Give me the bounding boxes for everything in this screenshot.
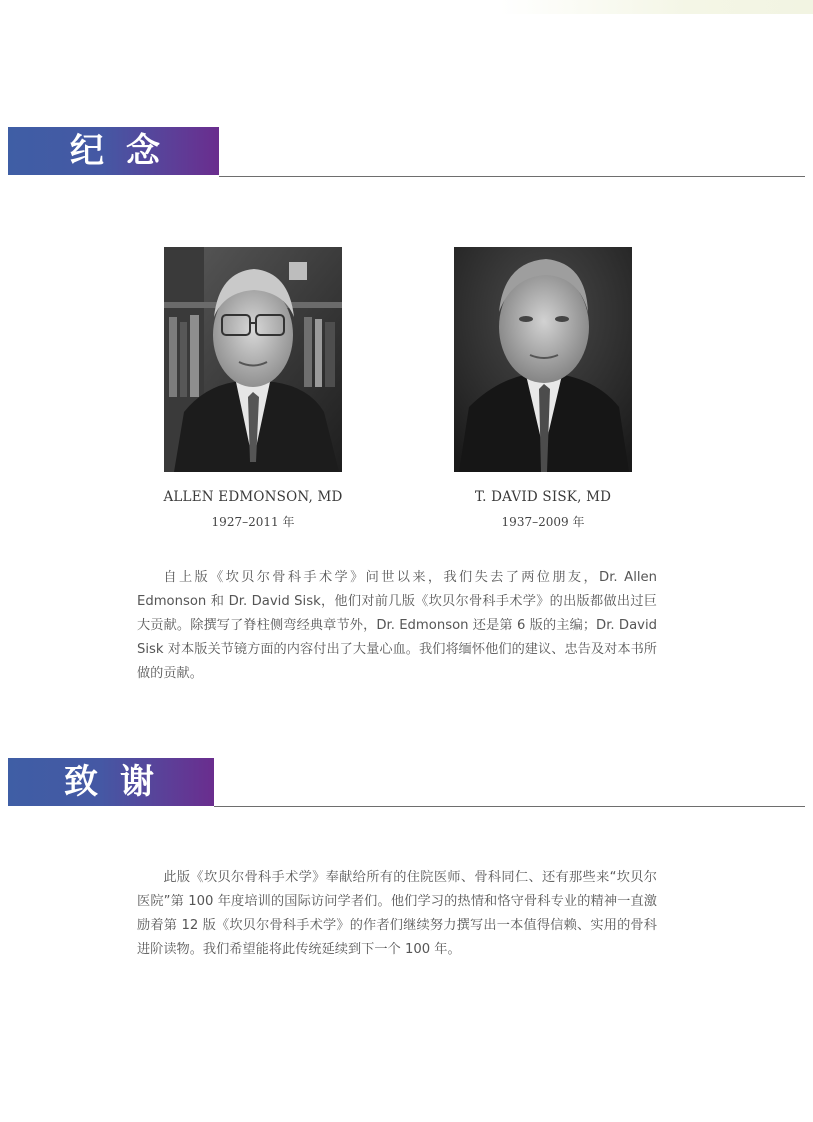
top-edge-tint bbox=[500, 0, 813, 14]
portrait-photo-edmonson bbox=[164, 247, 342, 472]
acknowledgment-heading: 致谢 bbox=[64, 762, 176, 802]
portrait-sisk-image bbox=[454, 247, 632, 472]
person-years-edmonson: 1927–2011 年 bbox=[211, 515, 295, 529]
acknowledgment-paragraph: 此版《坎贝尔骨科手术学》奉献给所有的住院医师、骨科同仁、还有那些来“坎贝尔医院”第 100 年度培训的国际访问学者们。他们学习的热情和恪守骨科专业的精神一直激励着第 12 版《坎贝尔骨科手术学》的作者们继续努力撰写出一本值得信赖、实用的骨科进阶读物。我们希望能将此传统延续到下一个 100 年。 bbox=[137, 870, 657, 957]
memorial-heading: 纪念 bbox=[70, 131, 182, 171]
person-years-sisk: 1937–2009 年 bbox=[501, 515, 585, 529]
portrait-edmonson-image bbox=[164, 247, 342, 472]
person-name-sisk: T. DAVID SISK, MD bbox=[474, 489, 612, 505]
portrait-photo-sisk bbox=[454, 247, 632, 472]
acknowledgment-heading-rule bbox=[214, 806, 805, 807]
memorial-paragraph: 自上版《坎贝尔骨科手术学》问世以来，我们失去了两位朋友，Dr. Allen Edmonson 和 Dr. David Sisk，他们对前几版《坎贝尔骨科手术学》的出版都做出过巨大贡献。除撰写了脊柱侧弯经典章节外，Dr. Edmonson 还是第 6 版的主编；Dr. David Sisk 对本版关节镜方面的内容付出了大量心血。我们将缅怀他们的建议、忠告及对本书所做的贡献。 bbox=[137, 570, 657, 681]
person-name-edmonson: ALLEN EDMONSON, MD bbox=[163, 489, 343, 505]
memorial-heading-rule bbox=[219, 176, 805, 177]
